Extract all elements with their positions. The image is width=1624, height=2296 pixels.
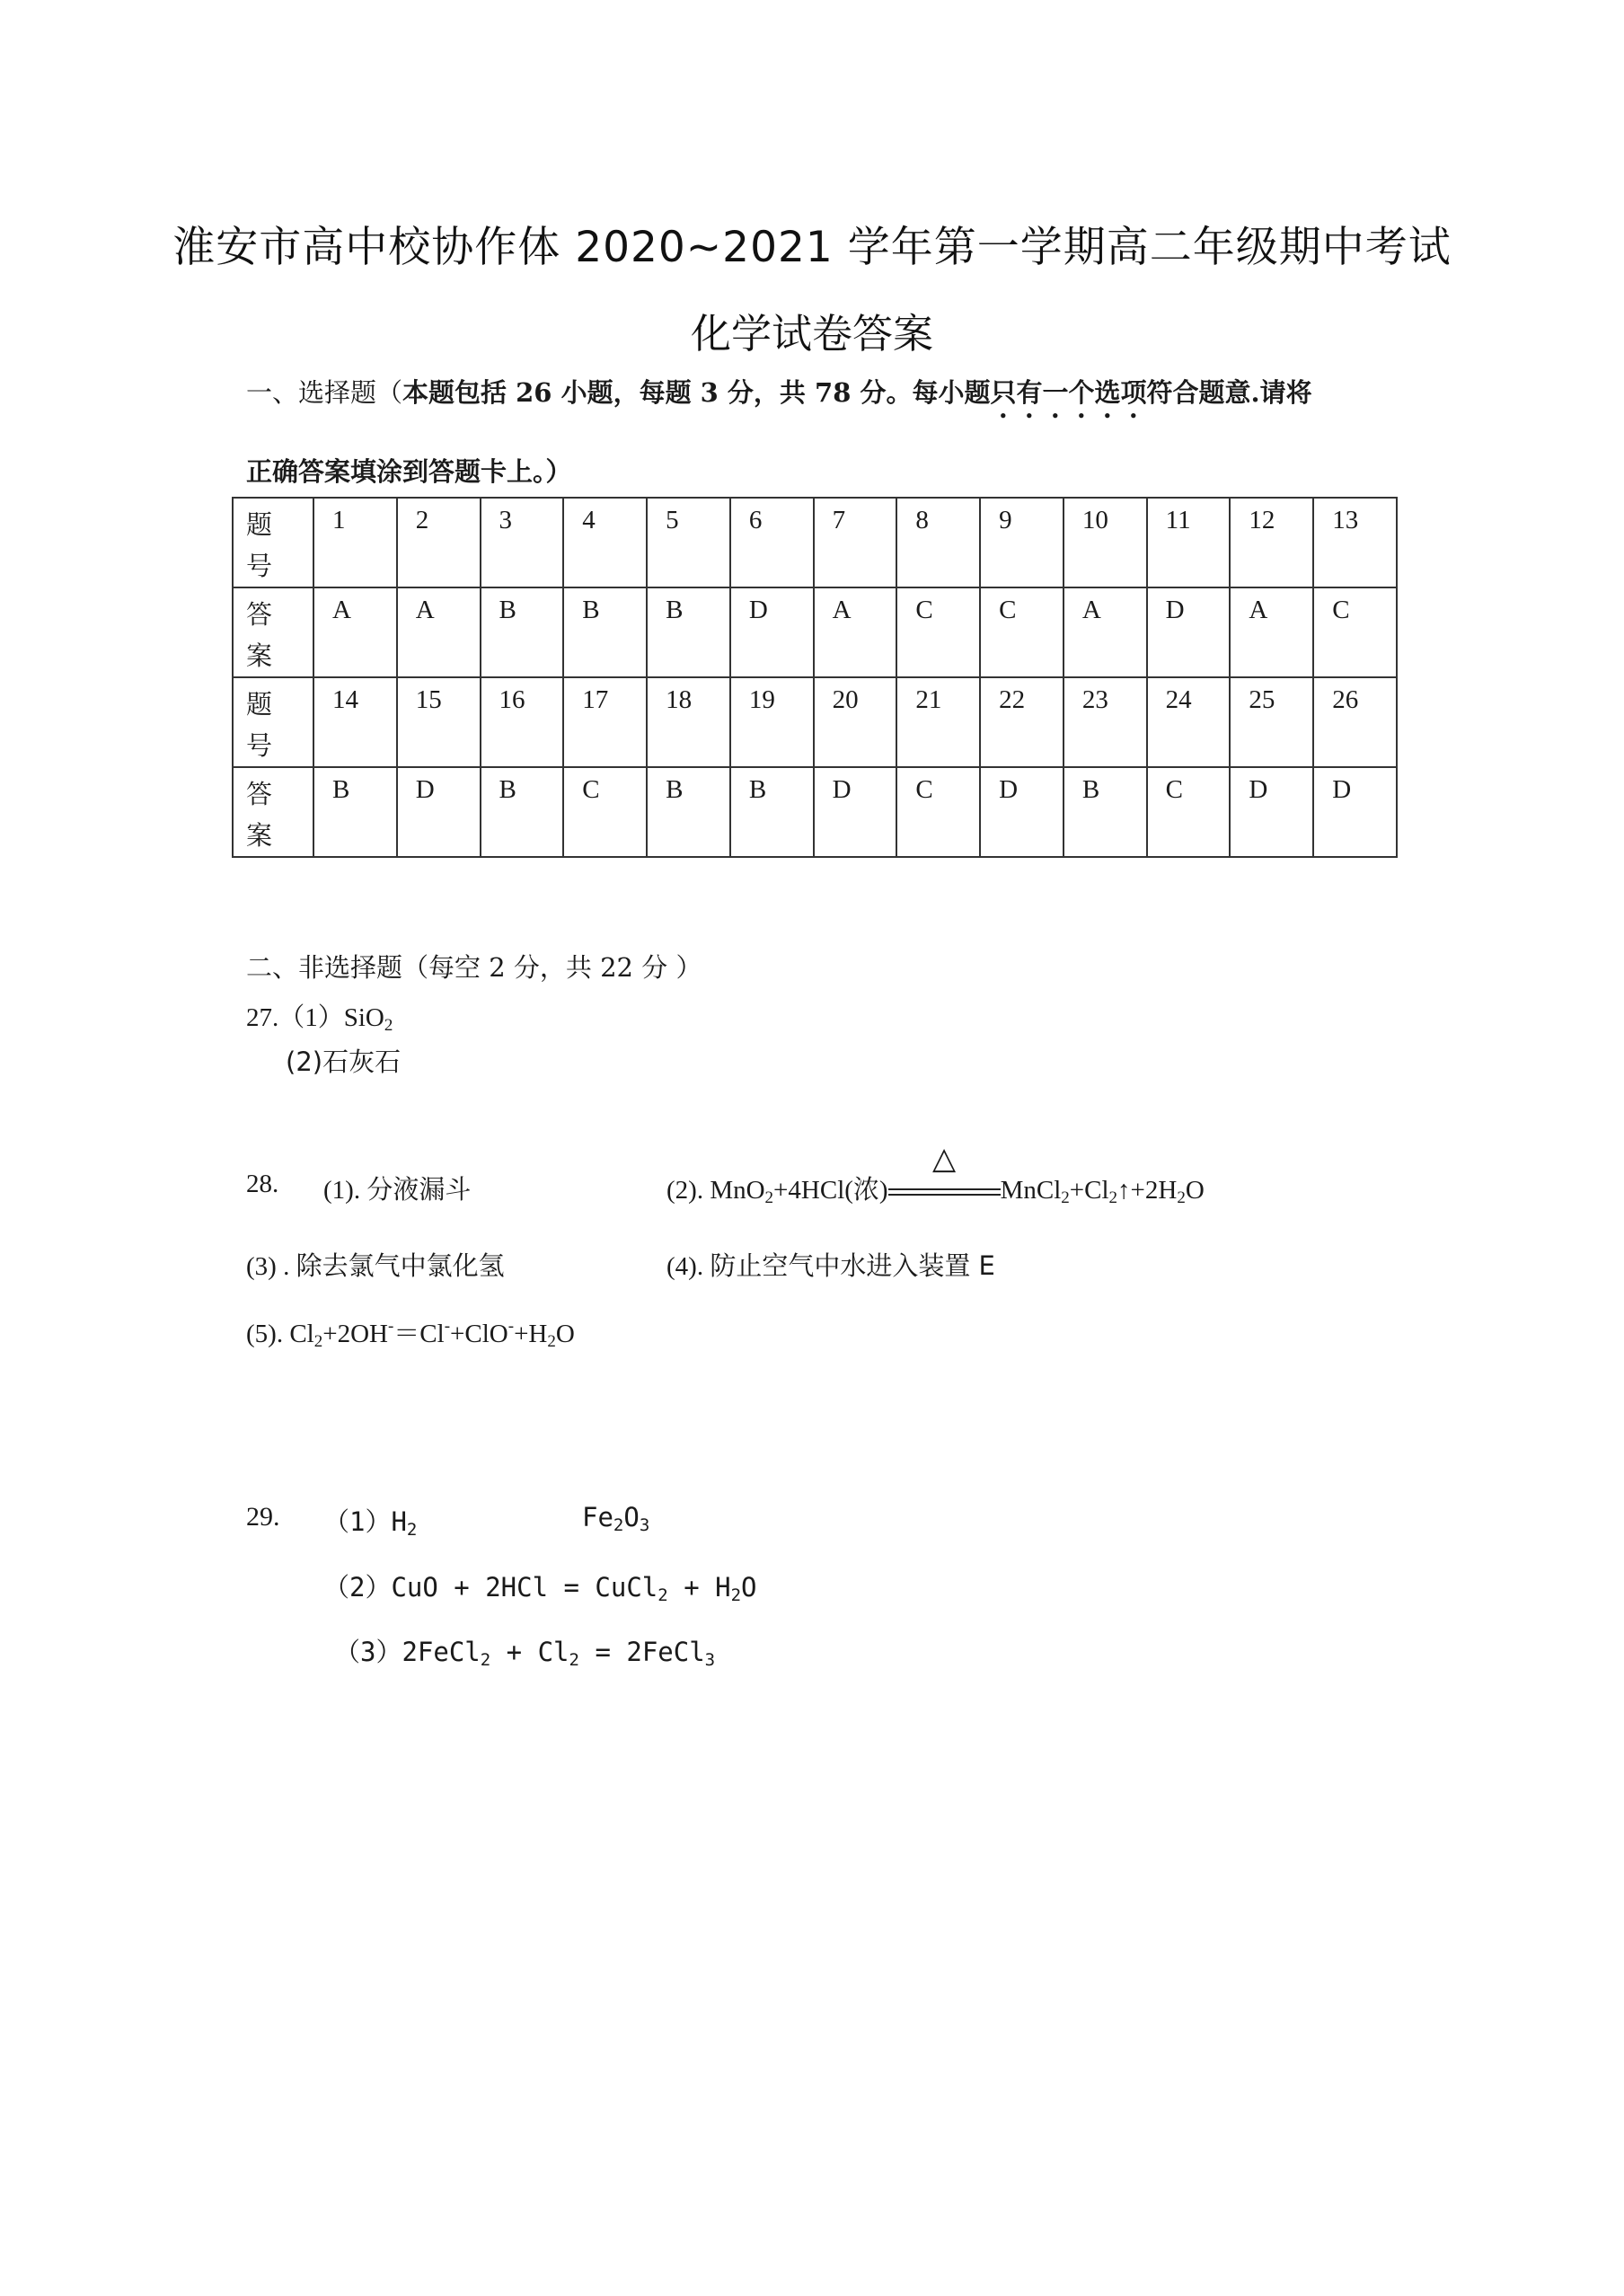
table-cell: D (814, 767, 897, 857)
q27-line2-text: (2)石灰石 (286, 1046, 402, 1077)
table-cell: 2 (397, 498, 481, 587)
q28-p4-label: (4). (666, 1252, 704, 1281)
q29-p1-b: Fe (582, 1502, 613, 1532)
table-cell: 8 (896, 498, 980, 587)
q28-p5-e: O (555, 1320, 575, 1348)
q29-p3-a: （3）2FeCl (334, 1637, 481, 1667)
q27-line1 (246, 997, 393, 1034)
table-cell: 16 (481, 677, 564, 767)
table-cell: A (1064, 587, 1147, 677)
table-cell: 20 (814, 677, 897, 767)
q28-sub: 2 (313, 1332, 323, 1351)
table-row-numbers-1 (233, 498, 1397, 587)
q29-p1-b-sub2: 3 (639, 1515, 650, 1535)
table-cell: B (730, 767, 814, 857)
table-cell: 23 (1064, 677, 1147, 767)
q28-p5-label: (5). Cl (246, 1320, 314, 1348)
table-row-header (233, 767, 313, 857)
q28-part4 (666, 1246, 995, 1283)
section1-heading (246, 377, 1405, 424)
table-cell: B (481, 587, 564, 677)
heat-equals-sign (888, 1141, 1001, 1204)
q29-p3-b: + Cl (490, 1637, 569, 1667)
q28-p5-b: ＝Cl (393, 1320, 445, 1348)
row-header-char: 案 (246, 820, 273, 851)
q29-p2-c: O (741, 1572, 757, 1603)
table-cell: A (397, 587, 481, 677)
table-cell: B (563, 587, 647, 677)
q28-sub: 2 (1108, 1188, 1118, 1207)
page-subtitle: 化学试卷答案 (690, 310, 933, 358)
table-cell: D (1230, 767, 1313, 857)
q29-p2-sub2: 2 (730, 1585, 742, 1605)
q28-sub: 2 (1061, 1188, 1070, 1207)
q28-sub: 2 (764, 1188, 774, 1207)
q29-part1-b (582, 1502, 650, 1535)
q28-p5-c: +ClO (450, 1320, 508, 1348)
table-cell: C (563, 767, 647, 857)
q29-part1-a (323, 1502, 417, 1539)
row-header-char: 案 (246, 640, 273, 671)
table-cell: 11 (1147, 498, 1231, 587)
section1-lead: 一、选择题（ (246, 377, 403, 408)
table-cell: 1 (313, 498, 397, 587)
table-cell: B (481, 767, 564, 857)
q29-p3-sub1: 2 (480, 1650, 491, 1670)
q29-p1-b-mid: O (623, 1502, 640, 1532)
q28-p2-prod2: +Cl (1069, 1176, 1109, 1205)
table-cell: D (1313, 767, 1397, 857)
table-row-answers-2 (233, 767, 1397, 857)
q29-p2-b: + H (667, 1572, 731, 1603)
q28-part1 (323, 1170, 471, 1206)
table-cell: C (1313, 587, 1397, 677)
table-cell: A (313, 587, 397, 677)
table-cell: D (1147, 587, 1231, 677)
q28-sup: - (508, 1317, 515, 1336)
table-cell: 24 (1147, 677, 1231, 767)
q28-sub: 2 (547, 1332, 556, 1351)
row-header-char: 号 (246, 551, 273, 581)
q29-p1-sub: 2 (406, 1520, 418, 1540)
table-cell: 9 (980, 498, 1064, 587)
q28-p2-prod3: ↑+2H (1117, 1176, 1178, 1205)
section2-heading: 二、非选择题（每空 2 分，共 22 分 ） (246, 952, 702, 983)
q29-p3-sub3: 3 (704, 1650, 716, 1670)
q29-part3 (334, 1632, 715, 1669)
q29-p2-a: （2）CuO + 2HCl = CuCl (323, 1572, 658, 1603)
table-cell: A (814, 587, 897, 677)
q28-part2-equation (666, 1141, 1205, 1207)
table-cell: C (1147, 767, 1231, 857)
table-cell: 5 (647, 498, 730, 587)
table-row-header (233, 498, 313, 587)
table-cell: 19 (730, 677, 814, 767)
q28-p3-text: 除去氯气中氯化氢 (296, 1250, 505, 1281)
q28-part5 (246, 1313, 575, 1350)
table-row-numbers-2 (233, 677, 1397, 767)
table-cell: C (896, 587, 980, 677)
table-cell: 3 (481, 498, 564, 587)
heat-triangle-icon: △ (931, 1141, 957, 1177)
table-cell: 18 (647, 677, 730, 767)
q27-line2 (286, 1042, 401, 1079)
row-header-char: 题 (246, 509, 273, 540)
row-header-char: 号 (246, 730, 273, 761)
table-cell: 21 (896, 677, 980, 767)
table-cell: 17 (563, 677, 647, 767)
table-cell: 13 (1313, 498, 1397, 587)
table-cell: 25 (1230, 677, 1313, 767)
table-cell: B (647, 587, 730, 677)
table-cell: 22 (980, 677, 1064, 767)
table-cell: D (730, 587, 814, 677)
row-header-char: 答 (246, 599, 273, 630)
q29-p1-b-sub1: 2 (613, 1515, 624, 1535)
table-cell: 26 (1313, 677, 1397, 767)
section1-text-a: 本题包括 26 小题，每题 3 分，共 78 分。每小题 (402, 377, 991, 408)
q27-line1-text: 27.（1）SiO (246, 1003, 384, 1032)
table-cell: C (896, 767, 980, 857)
q28-number: 28. (246, 1170, 279, 1198)
table-cell: D (397, 767, 481, 857)
table-cell: 7 (814, 498, 897, 587)
q28-sup: - (444, 1317, 451, 1336)
q29-p1-label: （1）H (323, 1506, 407, 1537)
section1-text-b: 符合题意.请将 (1146, 377, 1312, 408)
q28-part3 (246, 1246, 505, 1283)
q28-p2-label: (2). MnO (666, 1176, 765, 1205)
table-row-header (233, 587, 313, 677)
table-cell: B (1064, 767, 1147, 857)
q29-part2 (323, 1567, 757, 1604)
table-cell: C (980, 587, 1064, 677)
q28-p3-label: (3) . (246, 1252, 290, 1281)
section1-line2: 正确答案填涂到答题卡上。） (246, 456, 572, 487)
row-header-char: 答 (246, 779, 273, 809)
table-cell: 15 (397, 677, 481, 767)
q28-p1-text: 分液漏斗 (366, 1174, 472, 1205)
table-cell: 6 (730, 498, 814, 587)
row-header-char: 题 (246, 689, 273, 720)
q27-sub: 2 (384, 1016, 393, 1035)
q29-number: 29. (246, 1502, 280, 1532)
table-cell: 10 (1064, 498, 1147, 587)
q28-p2-rest: +4HCl(浓) (773, 1176, 888, 1205)
table-cell: 14 (313, 677, 397, 767)
q29-p2-sub: 2 (658, 1585, 668, 1605)
section1-text-dotted: 只有一个选项 (990, 377, 1147, 408)
table-cell: B (313, 767, 397, 857)
q28-p5-a: +2OH (322, 1320, 388, 1348)
q28-p2-prod1: MnCl (1000, 1176, 1062, 1205)
q28-p5-d: +H (514, 1320, 548, 1348)
q28-p4-text: 防止空气中水进入装置 E (710, 1250, 995, 1281)
q28-p2-prod4: O (1185, 1176, 1205, 1205)
table-cell: D (980, 767, 1064, 857)
q29-p3-c: = 2FeCl (578, 1637, 705, 1667)
q28-p1-label: (1). (323, 1176, 361, 1205)
q28-sup: - (387, 1317, 394, 1336)
table-cell: 12 (1230, 498, 1313, 587)
table-cell: 4 (563, 498, 647, 587)
answer-table (232, 497, 1398, 858)
table-cell: A (1230, 587, 1313, 677)
q28-sub: 2 (1177, 1188, 1186, 1207)
table-row-header (233, 677, 313, 767)
page-title: 淮安市高中校协作体 2020~2021 学年第一学期高二年级期中考试 (172, 223, 1452, 272)
table-cell: B (647, 767, 730, 857)
q29-p3-sub2: 2 (569, 1650, 579, 1670)
table-row-answers-1 (233, 587, 1397, 677)
